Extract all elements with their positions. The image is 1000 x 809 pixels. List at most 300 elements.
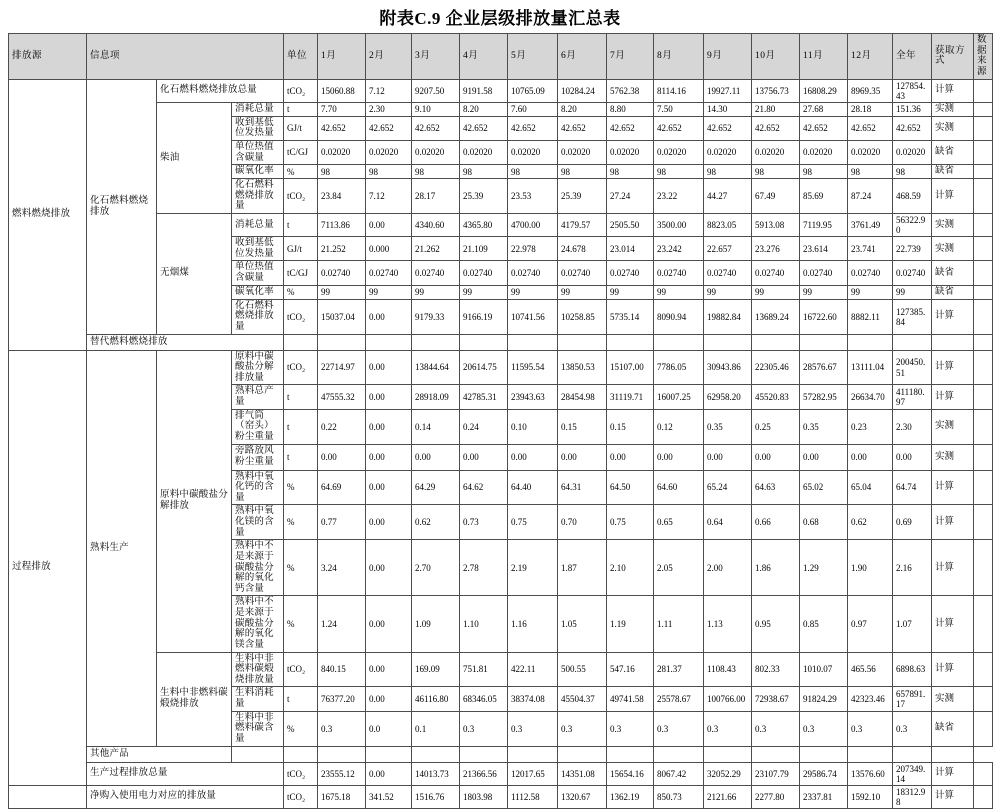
cell-m1: 64.69 [318,470,366,505]
cell-m7: 0.75 [607,505,654,540]
cell-m3: 0.62 [412,505,460,540]
cell-m2: 0.0 [366,711,412,746]
row-label: 熟料中不是来源于碳酸盐分解的氧化镁含量 [232,596,284,652]
row-label: 熟料中氧化镁的含量 [232,505,284,540]
cell-m10: 23107.79 [752,762,800,785]
cell-m11: 42.652 [800,116,848,140]
row-label: 熟料中氧化钙的含量 [232,470,284,505]
row-unit: tCO₂ [284,299,318,334]
cell-m5: 23943.63 [508,385,558,409]
cell-m12: 99 [848,285,893,299]
cell-m10: 0.02020 [752,140,800,164]
group-process-emission: 过程排放 [9,350,87,785]
cell-m6: 10284.24 [558,79,607,102]
cell-m10: 5913.08 [752,214,800,237]
cell-data-source [974,237,993,261]
cell-m8: 8067.42 [654,762,704,785]
cell-m8 [607,746,654,762]
cell-m8: 0.65 [654,505,704,540]
row-unit: % [284,711,318,746]
cell-m11: 57282.95 [800,385,848,409]
cell-m1: 1675.18 [318,785,366,808]
cell-m7: 27.24 [607,179,654,214]
cell-m4: 9166.19 [460,299,508,334]
cell-m10 [752,334,800,350]
cell-m5: 98 [508,165,558,179]
row-unit: tC/GJ [284,261,318,285]
row-label: 碳氧化率 [232,285,284,299]
cell-m6: 13850.53 [558,350,607,385]
cell-data-source [974,762,993,785]
cell-m8: 8114.16 [654,79,704,102]
cell-m8: 98 [654,165,704,179]
cell-m5: 1.16 [508,596,558,652]
cell-m7: 99 [607,285,654,299]
cell-m6: 14351.08 [558,762,607,785]
cell-m8: 8090.94 [654,299,704,334]
cell-m7: 5735.14 [607,299,654,334]
cell-m2: 0.00 [366,687,412,711]
cell-m12: 42323.46 [848,687,893,711]
row-label: 排气筒（窑头）粉尘重量 [232,409,284,444]
cell-m4: 0.02020 [460,140,508,164]
cell-m1: 3.24 [318,540,366,596]
header-month-8: 8月 [654,34,704,80]
cell-m7: 98 [607,165,654,179]
cell-method: 缺省 [932,285,974,299]
cell-m9: 19927.11 [704,79,752,102]
header-month-5: 5月 [508,34,558,80]
cell-m7: 0.15 [607,409,654,444]
header-month-10: 10月 [752,34,800,80]
cell-m4: 1803.98 [460,785,508,808]
cell-m3: 28918.09 [412,385,460,409]
cell-m12: 65.04 [848,470,893,505]
cell-m4: 0.3 [460,711,508,746]
cell-m12: 0.3 [848,711,893,746]
cell-m4: 42785.31 [460,385,508,409]
cell-m4 [460,334,508,350]
row-unit: % [284,165,318,179]
cell-m10: 0.02740 [752,261,800,285]
cell-data-source [974,385,993,409]
cell-data-source [974,596,993,652]
cell-m9: 0.35 [704,409,752,444]
cell-m4: 99 [460,285,508,299]
cell-m7: 0.3 [607,711,654,746]
cell-m2: 99 [366,285,412,299]
cell-m7: 64.50 [607,470,654,505]
cell-m6: 0.15 [558,409,607,444]
cell-m8: 16007.25 [654,385,704,409]
cell-m8: 281.37 [654,652,704,687]
table-row [9,79,993,102]
cell-m9: 44.27 [704,179,752,214]
cell-m6: 0.70 [558,505,607,540]
cell-m12: 0.97 [848,596,893,652]
cell-year: 99 [893,285,932,299]
cell-m3: 9179.33 [412,299,460,334]
cell-m7: 2505.50 [607,214,654,237]
cell-m12 [848,334,893,350]
cell-m11: 0.35 [800,409,848,444]
row-unit: t [284,687,318,711]
cell-m7: 0.02020 [607,140,654,164]
cell-m12: 13111.04 [848,350,893,385]
cell-year: 151.36 [893,102,932,116]
cell-m1: 23555.12 [318,762,366,785]
cell-m5: 1112.58 [508,785,558,808]
cell-m5: 12017.65 [508,762,558,785]
cell-m12: 0.62 [848,505,893,540]
row-unit: % [284,596,318,652]
cell-m8: 2.05 [654,540,704,596]
cell-m1: 22714.97 [318,350,366,385]
cell-m9: 22.657 [704,237,752,261]
cell-m2: 0.00 [366,470,412,505]
cell-year [893,334,932,350]
cell-m3: 0.02740 [412,261,460,285]
cell-m2: 7.12 [366,79,412,102]
cell-m3: 9.10 [412,102,460,116]
cell-m9: 0.02740 [704,261,752,285]
cell-m12: 1.90 [848,540,893,596]
cell-m1: 7113.86 [318,214,366,237]
cell-m11: 7119.95 [800,214,848,237]
cell-m2 [366,334,412,350]
cell-m8: 25578.67 [654,687,704,711]
cell-m3: 28.17 [412,179,460,214]
row-label: 熟料总产量 [232,385,284,409]
cell-m9: 98 [704,165,752,179]
cell-m7 [607,334,654,350]
cell-m9 [654,746,704,762]
cell-m6: 42.652 [558,116,607,140]
cell-method [893,746,932,762]
cell-m1: 840.15 [318,652,366,687]
row-unit: t [284,214,318,237]
cell-m2: 341.52 [366,785,412,808]
cell-m5: 0.02020 [508,140,558,164]
cell-m7: 42.652 [607,116,654,140]
cell-method: 计算 [932,350,974,385]
cell-m8: 1.11 [654,596,704,652]
row-unit [232,746,284,762]
cell-m6: 98 [558,165,607,179]
cell-m10: 13689.24 [752,299,800,334]
cell-m5: 22.978 [508,237,558,261]
cell-m8 [654,334,704,350]
cell-m9: 99 [704,285,752,299]
row-unit: tCO₂ [284,652,318,687]
cell-m9: 32052.29 [704,762,752,785]
cell-m11: 1010.07 [800,652,848,687]
cell-m4: 0.24 [460,409,508,444]
cell-m4: 42.652 [460,116,508,140]
table-row [9,762,993,785]
header-month-4: 4月 [460,34,508,80]
cell-m9: 62958.20 [704,385,752,409]
cell-m1: 0.22 [318,409,366,444]
cell-method: 计算 [932,540,974,596]
cell-method: 实测 [932,102,974,116]
cell-m5: 10765.09 [508,79,558,102]
cell-m3: 46116.80 [412,687,460,711]
cell-m12: 8969.35 [848,79,893,102]
cell-method: 计算 [932,652,974,687]
cell-method: 计算 [932,179,974,214]
cell-m4: 8.20 [460,102,508,116]
cell-m7: 0.00 [607,444,654,470]
cell-m12: 23.741 [848,237,893,261]
cell-m8: 23.22 [654,179,704,214]
cell-m1: 0.00 [318,444,366,470]
cell-m4: 0.00 [460,444,508,470]
cell-m1: 47555.32 [318,385,366,409]
group-electricity-blank [9,785,87,808]
cell-m7: 15654.16 [607,762,654,785]
cell-method: 实测 [932,444,974,470]
cell-m11: 91824.29 [800,687,848,711]
cell-m7: 15107.00 [607,350,654,385]
cell-m8: 42.652 [654,116,704,140]
cell-year: 411180.97 [893,385,932,409]
table-row [9,652,993,687]
group-diesel: 柴油 [157,102,232,213]
cell-data-source [974,179,993,214]
cell-m12: 0.02740 [848,261,893,285]
cell-m7: 547.16 [607,652,654,687]
cell-year: 6898.63 [893,652,932,687]
cell-m4: 68346.05 [460,687,508,711]
cell-year: 0.3 [893,711,932,746]
row-unit [284,334,318,350]
cell-m1: 23.84 [318,179,366,214]
table-row [9,214,993,237]
cell-m3: 0.14 [412,409,460,444]
table-row [9,785,993,808]
cell-m1: 0.02020 [318,140,366,164]
cell-m4: 2.78 [460,540,508,596]
row-unit: t [284,102,318,116]
cell-m10: 45520.83 [752,385,800,409]
row-unit: tCO₂ [284,350,318,385]
cell-m3: 9207.50 [412,79,460,102]
cell-m12: 465.56 [848,652,893,687]
cell-m8: 0.00 [654,444,704,470]
cell-m10: 0.00 [752,444,800,470]
cell-m8: 0.12 [654,409,704,444]
cell-m9: 30943.86 [704,350,752,385]
cell-m10: 72938.67 [752,687,800,711]
cell-m10: 802.33 [752,652,800,687]
header-month-12: 12月 [848,34,893,80]
cell-m8: 64.60 [654,470,704,505]
cell-method: 计算 [932,385,974,409]
cell-year: 98 [893,165,932,179]
cell-m3: 21.262 [412,237,460,261]
cell-m2: 0.02020 [366,140,412,164]
cell-m4: 20614.75 [460,350,508,385]
cell-m1: 1.24 [318,596,366,652]
cell-m6: 28454.98 [558,385,607,409]
table-body [9,79,993,808]
cell-data-source [974,540,993,596]
cell-m5: 4700.00 [508,214,558,237]
cell-m1: 42.652 [318,116,366,140]
cell-method: 实测 [932,214,974,237]
cell-m10 [704,746,752,762]
cell-m4: 25.39 [460,179,508,214]
cell-m12: 42.652 [848,116,893,140]
cell-m6: 8.20 [558,102,607,116]
cell-m12: 87.24 [848,179,893,214]
cell-m1: 7.70 [318,102,366,116]
row-label: 生产过程排放总量 [87,762,284,785]
cell-m11: 2337.81 [800,785,848,808]
cell-data-source [974,652,993,687]
cell-m10: 0.95 [752,596,800,652]
emissions-summary-table [8,33,993,809]
cell-m2: 0.00 [366,385,412,409]
group-fuel-combustion: 燃料燃烧排放 [9,79,87,350]
cell-m3 [366,746,412,762]
cell-m11: 0.00 [800,444,848,470]
cell-m5 [460,746,508,762]
row-label: 化石燃料燃烧排放量 [232,179,284,214]
cell-m3: 0.00 [412,444,460,470]
cell-m1: 0.3 [318,711,366,746]
cell-m8: 99 [654,285,704,299]
cell-m11: 0.02020 [800,140,848,164]
cell-data-source [974,102,993,116]
cell-m9: 42.652 [704,116,752,140]
cell-m11: 29586.74 [800,762,848,785]
row-unit: GJ/t [284,237,318,261]
cell-data-source [974,409,993,444]
cell-m10: 21.80 [752,102,800,116]
cell-m5: 7.60 [508,102,558,116]
cell-m10: 1.86 [752,540,800,596]
cell-m1: 0.77 [318,505,366,540]
cell-data-source [974,140,993,164]
cell-data-source [974,214,993,237]
cell-m9: 14.30 [704,102,752,116]
cell-m6: 1320.67 [558,785,607,808]
row-unit: % [284,470,318,505]
cell-m1: 76377.20 [318,687,366,711]
cell-m12: 1592.10 [848,785,893,808]
cell-year: 127854.43 [893,79,932,102]
row-unit: tC/GJ [284,140,318,164]
cell-method: 计算 [932,299,974,334]
cell-m5: 42.652 [508,116,558,140]
cell-m10: 23.276 [752,237,800,261]
table-row-other-products [9,746,993,762]
cell-m3: 1.09 [412,596,460,652]
cell-m1: 99 [318,285,366,299]
row-unit: tCO₂ [284,79,318,102]
cell-m10: 0.25 [752,409,800,444]
row-label: 熟料中不是来源于碳酸盐分解的氧化钙含量 [232,540,284,596]
cell-year: 2.16 [893,540,932,596]
cell-m6: 24.678 [558,237,607,261]
cell-m2: 0.00 [366,652,412,687]
cell-m6: 0.02020 [558,140,607,164]
cell-m6: 25.39 [558,179,607,214]
cell-data-source [974,165,993,179]
cell-m5: 422.11 [508,652,558,687]
cell-m9: 0.3 [704,711,752,746]
cell-m10: 42.652 [752,116,800,140]
cell-method: 缺省 [932,140,974,164]
cell-m1: 21.252 [318,237,366,261]
cell-method: 实测 [932,687,974,711]
row-label: 收到基低位发热量 [232,116,284,140]
row-label: 碳氧化率 [232,165,284,179]
cell-m3: 0.1 [412,711,460,746]
cell-m1 [318,334,366,350]
cell-m10: 67.49 [752,179,800,214]
cell-m5: 2.19 [508,540,558,596]
cell-m9: 65.24 [704,470,752,505]
cell-method: 缺省 [932,165,974,179]
cell-m10: 0.3 [752,711,800,746]
cell-year: 657891.17 [893,687,932,711]
cell-m3: 2.70 [412,540,460,596]
cell-data-source [974,444,993,470]
cell-data-source [974,350,993,385]
cell-method: 缺省 [932,711,974,746]
cell-method: 实测 [932,116,974,140]
row-label: 单位热值含碳量 [232,140,284,164]
cell-data-source [974,334,993,350]
cell-m12: 0.02020 [848,140,893,164]
cell-m4 [412,746,460,762]
cell-m5: 64.40 [508,470,558,505]
cell-m10: 13756.73 [752,79,800,102]
row-label: 化石燃料燃烧排放总量 [157,79,284,102]
cell-m5: 0.00 [508,444,558,470]
cell-m1: 15037.04 [318,299,366,334]
cell-m11: 27.68 [800,102,848,116]
cell-m5: 23.53 [508,179,558,214]
cell-year: 200450.51 [893,350,932,385]
cell-m9: 0.02020 [704,140,752,164]
cell-m6: 99 [558,285,607,299]
table-row-alt-fuel [9,334,993,350]
cell-m7 [558,746,607,762]
cell-data-source [974,79,993,102]
cell-m11: 99 [800,285,848,299]
cell-m8: 0.02740 [654,261,704,285]
cell-year: 18312.98 [893,785,932,808]
cell-m11: 0.68 [800,505,848,540]
header-year: 全年 [893,34,932,80]
cell-m12: 13576.60 [848,762,893,785]
header-month-2: 2月 [366,34,412,80]
table-row [9,102,993,116]
group-anthracite: 无烟煤 [157,214,232,335]
header-source: 排放源 [9,34,87,80]
cell-year: 0.02020 [893,140,932,164]
row-label: 原料中碳酸盐分解排放量 [232,350,284,385]
row-unit: tCO₂ [284,762,318,785]
cell-m12: 3761.49 [848,214,893,237]
cell-data-source [974,470,993,505]
cell-data-source [974,711,993,746]
cell-year: 56322.90 [893,214,932,237]
